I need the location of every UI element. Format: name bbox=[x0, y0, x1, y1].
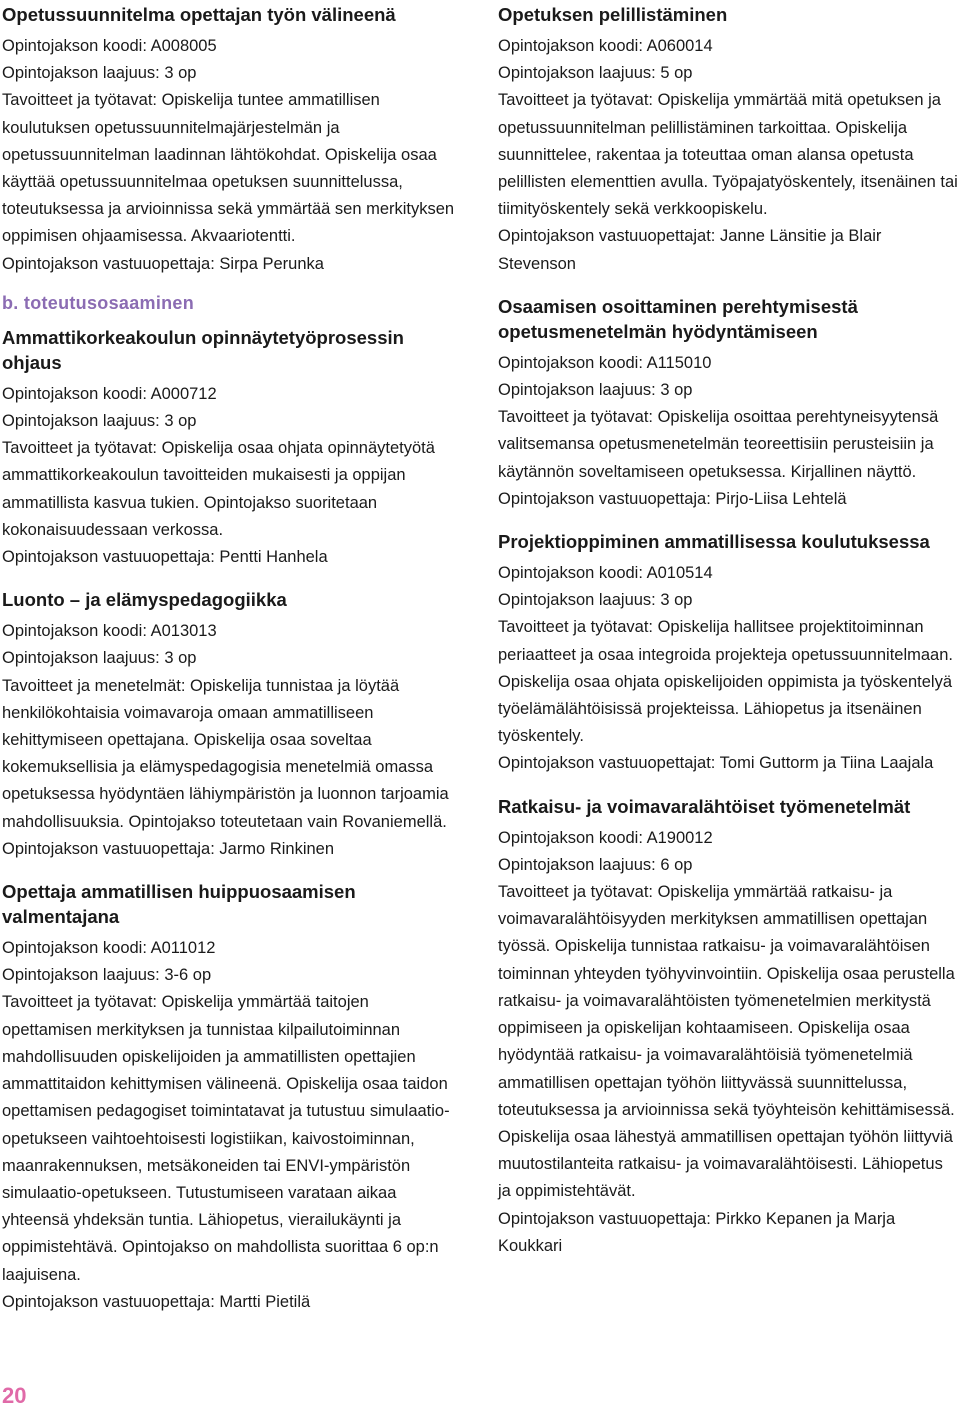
course-scope: Opintojakson laajuus: 3 op bbox=[498, 381, 693, 400]
course-code: Opintojakson koodi: A010514 bbox=[498, 564, 713, 583]
course-teacher: Opintojakson vastuuopettajat: Janne Länsitie ja Blair Stevenson bbox=[498, 227, 882, 273]
course-code: Opintojakson koodi: A190012 bbox=[498, 828, 713, 847]
course-teacher: Opintojakson vastuuopettaja: Pentti Hanhela bbox=[2, 548, 328, 567]
course-description: Tavoitteet ja työtavat: Opiskelija hallitsee projektitoiminnan periaatteet ja osaa integroida projekteja opetussuunnitelmaan. Opiskelija osaa ohjata opiskelijoiden oppimista ja työskentelyä työelämälähtöisissä projekteissa. Lähiopetus ja itsenäinen työskentely. bbox=[498, 618, 953, 746]
left-column bbox=[2, 0, 462, 1316]
course-teacher: Opintojakson vastuuopettaja: Martti Pietilä bbox=[2, 1292, 311, 1311]
course-scope: Opintojakson laajuus: 6 op bbox=[498, 855, 693, 874]
course-scope: Opintojakson laajuus: 3 op bbox=[2, 412, 197, 431]
right-column bbox=[498, 0, 958, 1260]
course-huippuosaaminen bbox=[2, 877, 462, 1316]
course-title: Luonto – ja elämyspedagogiikka bbox=[2, 589, 287, 611]
course-pelillistaminen bbox=[498, 0, 958, 278]
course-description: Tavoitteet ja työtavat: Opiskelija ymmärtää ratkaisu- ja voimavaralähtöisyyden merkityksen ammatillisen opettajan työssä. Opiskelija tunnistaa ratkaisu- ja voimavaralähtöisen toiminnan yhteyden työhyvinvointiin. Opiskelija osaa perustella ratkaisu- ja voimavaralähtöisten työmenetelmien merkitystä oppimiseen ja opiskelijan kohtaamiseen. Opiskelija osaa hyödyntää ratkaisu- ja voimavaralähtöisiä työmenetelmiä ammatillisen opettajan työhön liittyvässä suunnittelussa, toteutuksessa ja arvioinnissa sekä työyhteisön kehittämisessä. Opiskelija osaa lähestyä ammatillisen opettajan työhön liittyviä muutostilanteita ratkaisu- ja voimavaralähtöisesti. Lähiopetus ja oppimistehtävät. bbox=[498, 883, 955, 1201]
course-scope: Opintojakson laajuus: 3-6 op bbox=[2, 966, 212, 985]
course-title: Opetussuunnitelma opettajan työn välineenä bbox=[2, 4, 396, 25]
course-title: Opettaja ammatillisen huippuosaamisen valmentajana bbox=[2, 881, 356, 928]
course-luonto bbox=[2, 585, 462, 863]
course-teacher: Opintojakson vastuuopettaja: Pirjo-Liisa Lehtelä bbox=[498, 489, 847, 508]
course-teacher: Opintojakson vastuuopettaja: Sirpa Perunka bbox=[2, 254, 324, 273]
section-heading: b. toteutusosaaminen bbox=[2, 292, 195, 313]
course-title: Ratkaisu- ja voimavaralähtöiset työmenetelmät bbox=[498, 795, 911, 817]
course-title: Opetuksen pelillistäminen bbox=[498, 4, 728, 25]
course-description: Tavoitteet ja työtavat: Opiskelija osaa ohjata opinnäytetyötä ammattikorkeakoulun tavoitteiden mukaisesti ja oppijan ammatillista kasvua tukien. Opintojakso suoritetaan kokonaisuudessaan verkossa. bbox=[2, 439, 435, 539]
course-opinnaytetyo bbox=[2, 323, 462, 571]
course-opetussuunnitelma bbox=[2, 0, 462, 278]
course-teacher: Opintojakson vastuuopettajat: Tomi Guttorm ja Tiina Laajala bbox=[498, 754, 934, 773]
course-teacher: Opintojakson vastuuopettaja: Pirkko Kepanen ja Marja Koukkari bbox=[498, 1209, 896, 1255]
page-number: 20 bbox=[2, 1383, 27, 1408]
course-code: Opintojakson koodi: A000712 bbox=[2, 384, 217, 403]
course-code: Opintojakson koodi: A115010 bbox=[498, 353, 712, 372]
course-scope: Opintojakson laajuus: 5 op bbox=[498, 64, 693, 83]
course-description: Tavoitteet ja työtavat: Opiskelija ymmärtää taitojen opettamisen merkityksen ja tunnistaa kilpailutoiminnan mahdollisuuden opiskelijoiden ja ammatillisten opettajien ammattitaidon kehittymisen välineenä. Opiskelija osaa taidon opettamisen pedagogiset toimintatavat ja tutustuu simulaatio-opetukseen vaihtoehtoisesti logistiikan, kaivostoiminnan, maanrakennuksen, metsäkoneiden tai ENVI-ympäristön simulaatio-opetukseen. Tutustumiseen varataan aikaa yhteensä yhdeksän tuntia. Lähiopetus, vierailukäynti ja oppimistehtävä. Opintojakso on mahdollista suorittaa 6 op:n laajuisena. bbox=[2, 993, 450, 1284]
course-code: Opintojakson koodi: A008005 bbox=[2, 37, 217, 55]
course-scope: Opintojakson laajuus: 3 op bbox=[498, 591, 693, 610]
course-projektioppiminen bbox=[498, 527, 958, 778]
course-code: Opintojakson koodi: A013013 bbox=[2, 622, 217, 641]
course-ratkaisu bbox=[498, 792, 958, 1260]
course-scope: Opintojakson laajuus: 3 op bbox=[2, 64, 197, 83]
course-description: Tavoitteet ja työtavat: Opiskelija ymmärtää mitä opetuksen ja opetussuunnitelman pelillistäminen tarkoittaa. Opiskelija suunnittelee, rakentaa ja toteuttaa oman alansa opetusta pelillisten elementtien avulla. Työpajatyöskentely, itsenäinen tai tiimityöskentely sekä verkkoopiskelu. bbox=[498, 91, 958, 219]
course-osaamisen-osoittaminen bbox=[498, 292, 958, 513]
course-code: Opintojakson koodi: A011012 bbox=[2, 939, 216, 958]
course-title: Ammattikorkeakoulun opinnäytetyöprosessin ohjaus bbox=[2, 326, 404, 373]
course-teacher: Opintojakson vastuuopettaja: Jarmo Rinkinen bbox=[2, 839, 335, 858]
course-code: Opintojakson koodi: A060014 bbox=[498, 37, 713, 55]
course-description: Tavoitteet ja työtavat: Opiskelija osoittaa perehtyneisyytensä valitsemansa opetusmenetelmän teoreettisiin perusteisiin ja käytännön soveltamiseen opetuksessa. Kirjallinen näyttö. bbox=[498, 408, 939, 481]
course-description: Tavoitteet ja työtavat: Opiskelija tuntee ammatillisen koulutuksen opetussuunnitelmajärjestelmän ja opetussuunnitelman laadinnan lähtökohdat. Opiskelija osaa käyttää opetussuunnitelmaa opetuksen suunnittelussa, toteutuksessa ja arvioinnissa sekä ymmärtää sen merkityksen oppimisen ohjaamisessa. Akvaariotentti. bbox=[2, 91, 455, 246]
course-title: Projektioppiminen ammatillisessa koulutuksessa bbox=[498, 531, 930, 553]
course-title: Osaamisen osoittaminen perehtymisestä opetusmenetelmän hyödyntämiseen bbox=[498, 295, 858, 342]
course-scope: Opintojakson laajuus: 3 op bbox=[2, 649, 197, 668]
course-description: Tavoitteet ja menetelmät: Opiskelija tunnistaa ja löytää henkilökohtaisia voimavaroja omaan ammatilliseen kehittymiseen opettajana. Opiskelija osaa soveltaa kokemuksellisia ja elämyspedagogisia menetelmiä omassa opetuksessa hyödyntäen lähiympäristön ja luonnon tarjoamia mahdollisuuksia. Opintojakso toteutetaan vain Rovaniemellä. bbox=[2, 676, 449, 831]
